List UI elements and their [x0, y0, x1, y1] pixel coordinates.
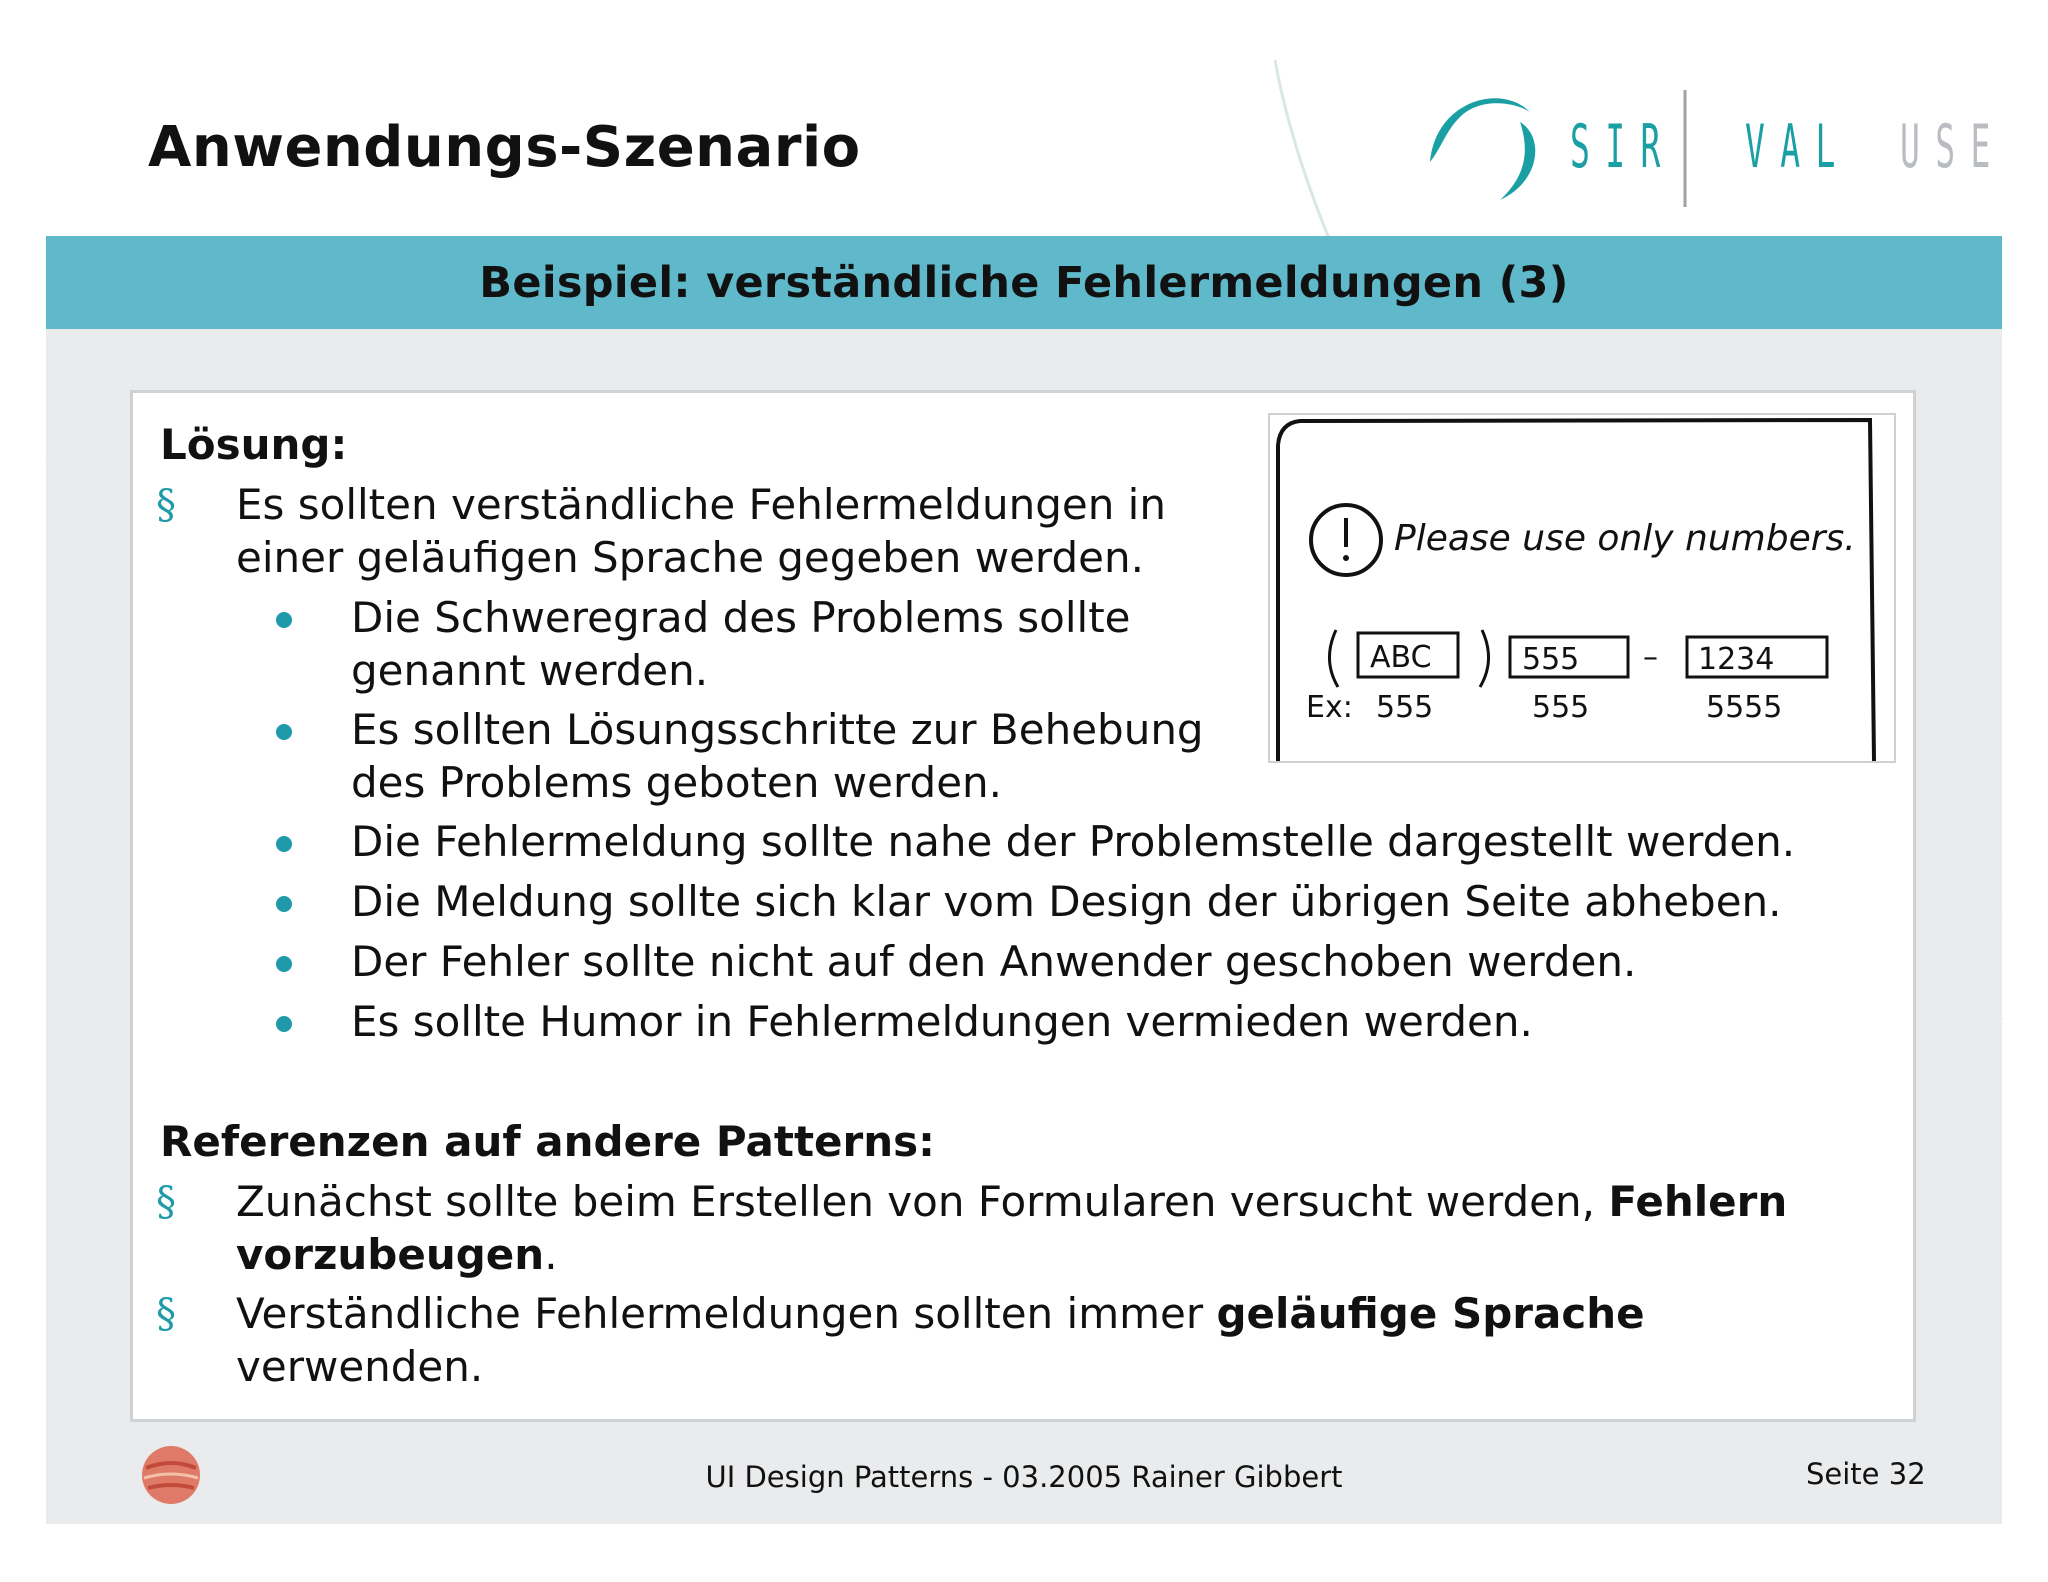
bullet-icon [276, 836, 292, 852]
logo-swirl-icon [1420, 82, 1940, 212]
bullet-icon [276, 1016, 292, 1032]
reference-text: . [544, 1230, 558, 1279]
reference-line [236, 1175, 1787, 1228]
sketch-example-1: 555 [1376, 690, 1434, 725]
reference-emphasis: geläufige Sprache [1216, 1289, 1645, 1338]
error-message-sketch [1268, 413, 1896, 763]
section-marker: § [156, 1291, 176, 1337]
reference-emphasis: Fehlern [1608, 1177, 1788, 1226]
list-item-line: des Problems geboten werden. [351, 758, 1002, 807]
list-item: Die Fehlermeldung sollte nahe der Problemstelle dargestellt werden. [351, 817, 1796, 866]
page-number: Seite 32 [1806, 1457, 1926, 1491]
list-item [351, 703, 1204, 809]
bullet-icon [276, 896, 292, 912]
sketch-example-2: 555 [1532, 690, 1590, 725]
sketch-example-3: 5555 [1706, 690, 1783, 725]
reference-text: Zunächst sollte beim Erstellen von Formularen versucht werden, [236, 1177, 1609, 1226]
solution-heading: Lösung: [160, 420, 348, 469]
section-marker: § [156, 482, 176, 528]
bullet-icon [276, 956, 292, 972]
logo-text-use: USE [1900, 112, 2006, 182]
list-item [351, 591, 1131, 697]
page-title: Anwendungs-Szenario [148, 115, 861, 180]
logo-text-sir: SIR [1570, 112, 1676, 182]
reference-line: verwenden. [236, 1342, 484, 1391]
bullet-icon [276, 724, 292, 740]
sketch-field-value-2: 555 [1522, 642, 1580, 677]
list-item: Die Meldung sollte sich klar vom Design der übrigen Seite abheben. [351, 877, 1782, 926]
solution-point-line: Es sollten verständliche Fehlermeldungen in [236, 480, 1166, 529]
reference-emphasis: vorzubeugen [236, 1230, 545, 1279]
references-heading: Referenzen auf andere Patterns: [160, 1117, 935, 1166]
slide-banner [46, 236, 2002, 329]
section-marker: § [156, 1179, 176, 1225]
sketch-message: Please use only numbers. [1394, 518, 1856, 559]
reference-line [236, 1287, 1645, 1340]
footer-caption: UI Design Patterns - 03.2005 Rainer Gibbert [705, 1460, 1343, 1494]
sketch-example-prefix: Ex: [1306, 690, 1353, 725]
solution-point-line: einer geläufigen Sprache gegeben werden. [236, 533, 1144, 582]
reference-line [236, 1228, 1787, 1281]
sirvaluse-logo [1420, 82, 2006, 212]
list-item-line: Die Schweregrad des Problems sollte [351, 593, 1131, 642]
list-item: Der Fehler sollte nicht auf den Anwender geschoben werden. [351, 937, 1637, 986]
list-item: Es sollte Humor in Fehlermeldungen vermieden werden. [351, 997, 1533, 1046]
sketch-field-value-1: ABC [1370, 640, 1432, 675]
bullet-icon [276, 612, 292, 628]
sketch-field-value-3: 1234 [1698, 642, 1775, 677]
banner-title: Beispiel: verständliche Fehlermeldungen (3) [479, 257, 1569, 308]
sketch-separator: – [1643, 640, 1658, 675]
exclamation-circle-icon [1311, 505, 1381, 575]
logo-text-val: VAL [1745, 112, 1851, 182]
reference-item [236, 1175, 1787, 1281]
list-item-line: Es sollten Lösungsschritte zur Behebung [351, 705, 1204, 754]
reference-item [236, 1287, 1645, 1393]
list-item-line: genannt werden. [351, 646, 709, 695]
reference-text: Verständliche Fehlermeldungen sollten immer [236, 1289, 1217, 1338]
solution-point [236, 478, 1166, 584]
